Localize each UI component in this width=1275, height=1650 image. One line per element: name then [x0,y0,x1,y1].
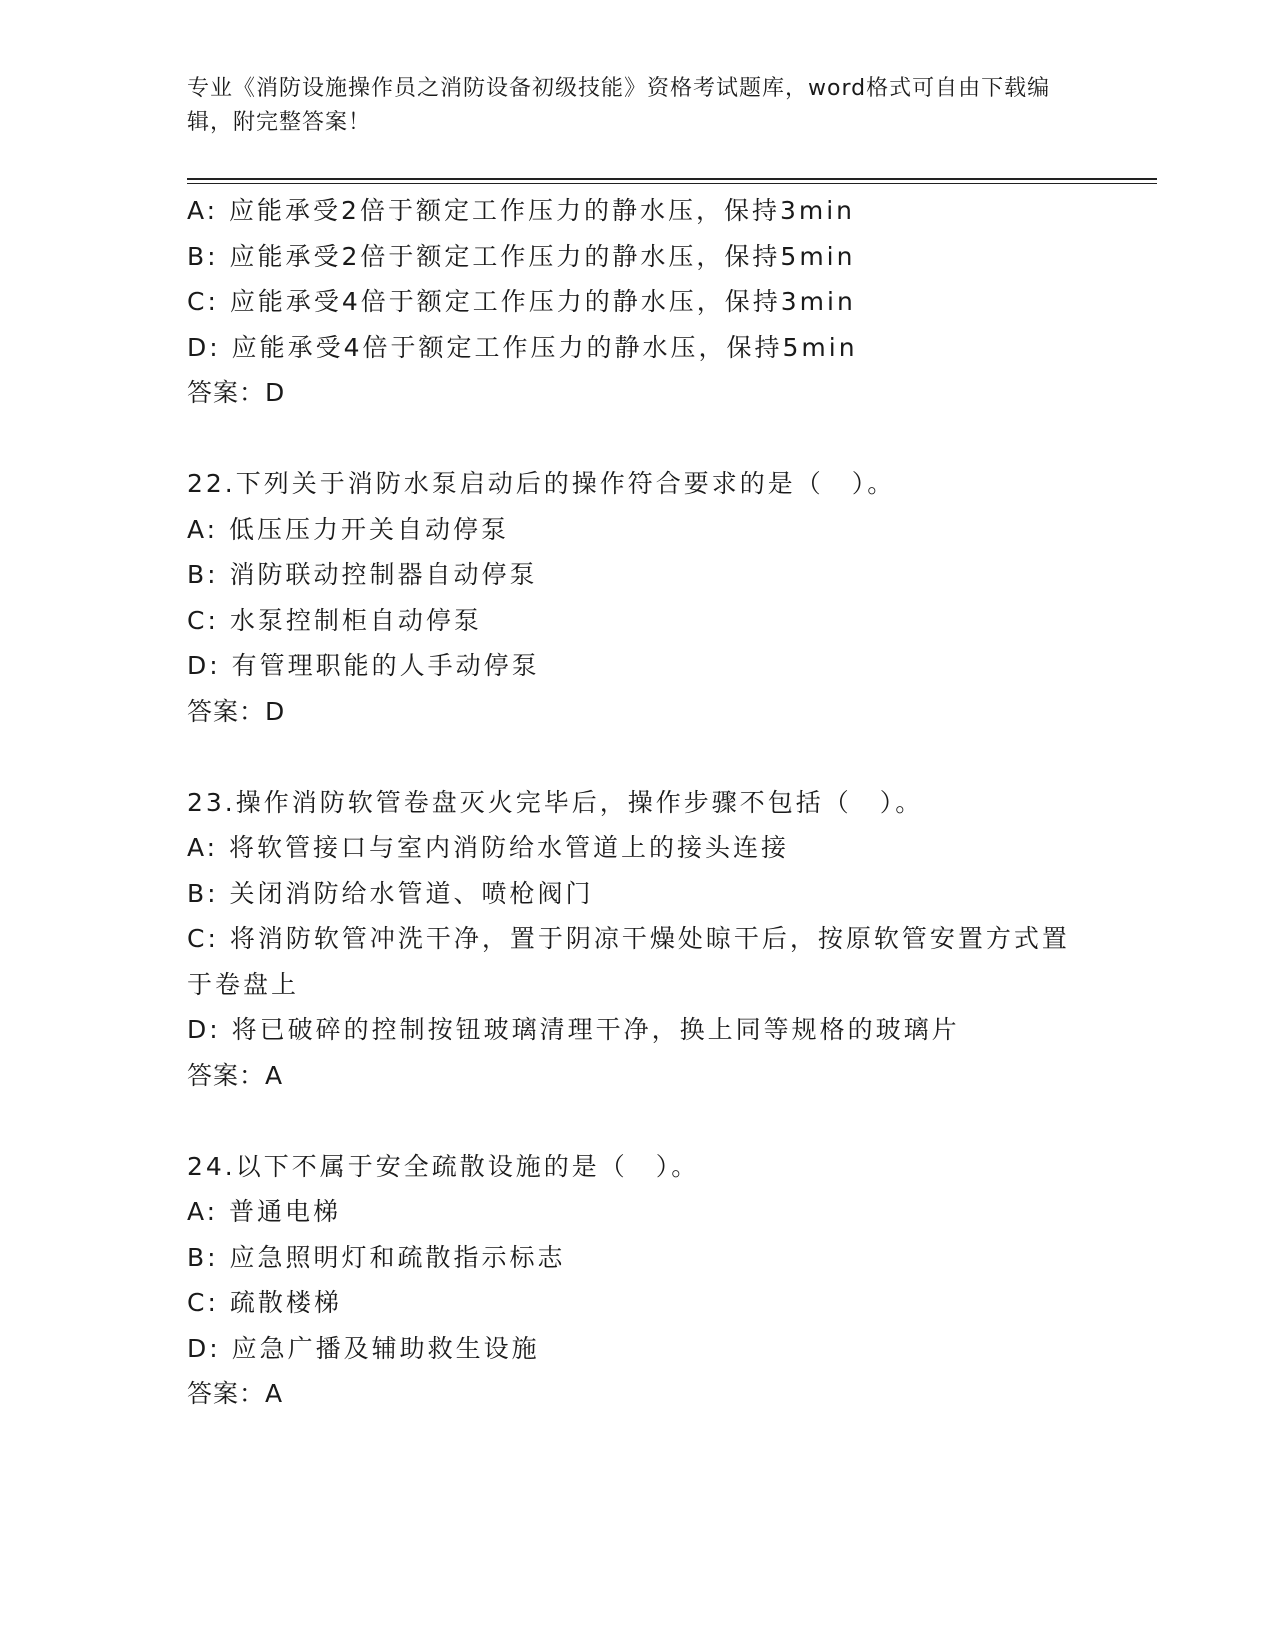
header-rule-thick [187,178,1157,180]
question-block-24 [187,1144,1087,1417]
answer: 答案：D [187,378,286,407]
option-d: D: 应急广播及辅助救生设施 [187,1333,540,1363]
question-text: 22.下列关于消防水泵启动后的操作符合要求的是（ ）。 [187,469,896,498]
option-b: B: 应能承受2倍于额定工作压力的静水压，保持5min [187,241,856,271]
option-b: B: 关闭消防给水管道、喷枪阀门 [187,878,594,908]
document-intro: 专业《消防设施操作员之消防设备初级技能》资格考试题库，word格式可自由下载编辑，附完整答案！ [187,76,1051,135]
question-list [187,188,1087,1417]
option-c: C: 应能承受4倍于额定工作压力的静水压，保持3min [187,287,856,316]
option-d: D: 应能承受4倍于额定工作压力的静水压，保持5min [187,332,858,362]
question-text: 23.操作消防软管卷盘灭火完毕后，操作步骤不包括（ ）。 [187,787,924,817]
answer: 答案：D [187,696,286,726]
option-b: B: 消防联动控制器自动停泵 [187,560,538,589]
answer: 答案：A [187,1379,284,1408]
option-a: A: 普通电梯 [187,1197,342,1226]
question-block-23 [187,780,1087,1099]
option-a: A: 将软管接口与室内消防给水管道上的接头连接 [187,833,790,862]
option-c: C: 水泵控制柜自动停泵 [187,605,482,635]
option-d: D: 将已破碎的控制按钮玻璃清理干净，换上同等规格的玻璃片 [187,1015,960,1044]
option-b: B: 应急照明灯和疏散指示标志 [187,1242,566,1272]
question-text: 24.以下不属于安全疏散设施的是（ ）。 [187,1151,700,1181]
option-c: C: 将消防软管冲洗干净，置于阴凉干燥处晾干后，按原软管安置方式置于卷盘上 [187,924,1070,999]
header-rule-thin [187,183,1157,184]
question-block-21 [187,188,1087,416]
option-d: D: 有管理职能的人手动停泵 [187,651,540,680]
option-c: C: 疏散楼梯 [187,1288,342,1317]
question-block-22 [187,461,1087,734]
answer: 答案：A [187,1060,284,1090]
option-a: A: 低压压力开关自动停泵 [187,514,510,544]
option-a: A: 应能承受2倍于额定工作压力的静水压，保持3min [187,196,855,225]
